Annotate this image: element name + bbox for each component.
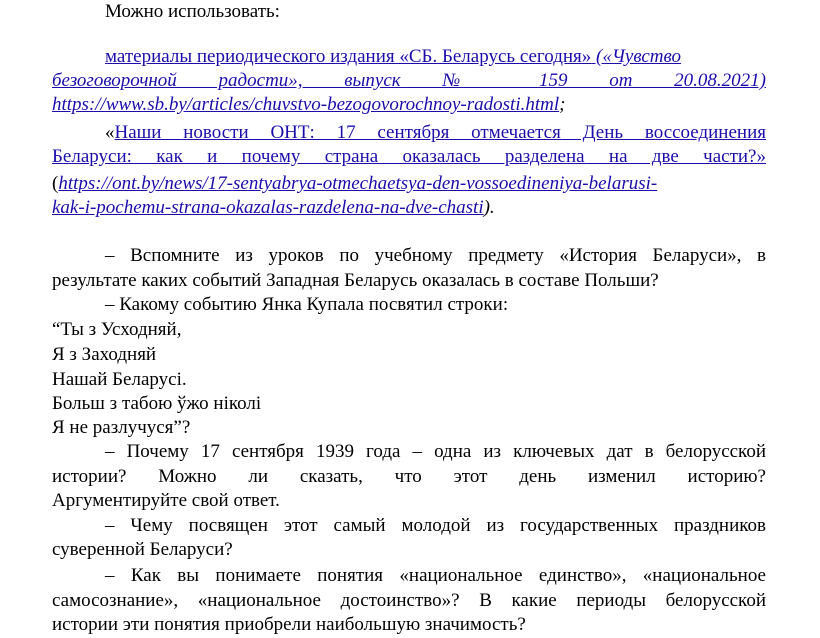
poem-line5: Я не разлучуся”? (52, 417, 191, 438)
source2-title-link[interactable]: Наши новости ОНТ: 17 сентября отмечается День воссоединения (114, 122, 766, 143)
source2-open-paren: ( (52, 173, 59, 194)
intro-line: Можно использовать: (105, 1, 280, 22)
source1-line3 (52, 93, 766, 117)
source1-line3-end: ; (559, 94, 566, 115)
question4-line1: – Чему посвящен этот самый молодой из государственных праздников (105, 515, 766, 536)
poem-line1: “Ты з Усходняй, (52, 319, 182, 340)
poem-line3: Нашай Беларусі. (52, 369, 187, 390)
source2-line4-end: ). (483, 197, 495, 218)
source2-line1 (105, 121, 766, 145)
source2-line4 (52, 196, 766, 220)
question3-line1: – Почему 17 сентября 1939 года – одна из ключевых дат в белорусской (105, 441, 766, 462)
source2-open-quote: « (105, 122, 115, 143)
question3-line3: Аргументируйте свой ответ. (52, 490, 280, 511)
source1-line2[interactable]: безоговорочной радости», выпуск № 159 от 20.08.2021) (52, 70, 766, 91)
question1-line2: результате каких событий Западная Беларусь оказалась в составе Польши? (52, 270, 659, 291)
source1-title-link[interactable]: материалы периодического издания «СБ. Беларусь сегодня» (105, 46, 592, 67)
poem-line4: Больш з табою ўжо ніколі (52, 393, 262, 414)
source1-article-title[interactable]: («Чувство (591, 46, 682, 67)
source1-url-link[interactable]: https://www.sb.by/articles/chuvstvo-bezogovorochnoy-radosti.html (52, 94, 560, 115)
question4-line2: суверенной Беларуси? (52, 539, 233, 560)
question1-line1: – Вспомните из уроков по учебному предмету «История Беларуси», в (105, 245, 766, 266)
question2-line1: – Какому событию Янка Купала посвятил строки: (105, 294, 509, 315)
question5-line2: самосознание», «национальное достоинство»? В какие периоды белорусской (52, 590, 766, 611)
source2-line3 (52, 172, 766, 196)
question5-line3: истории эти понятия приобрели наибольшую значимость? (52, 614, 526, 635)
source2-url-link-part1[interactable]: https://ont.by/news/17-sentyabrya-otmechaetsya-den-vossoedineniya-belarusi- (58, 173, 658, 194)
poem-line2: Я з Заходняй (52, 344, 157, 365)
source2-line2[interactable]: Беларуси: как и почему страна оказалась разделена на две части?» (52, 146, 766, 167)
source1-line1 (105, 45, 766, 69)
source2-url-link-part2[interactable]: kak-i-pochemu-strana-okazalas-razdelena-na-dve-chasti (52, 197, 484, 218)
question5-line1: – Как вы понимаете понятия «национальное единство», «национальное (105, 565, 766, 586)
question3-line2: истории? Можно ли сказать, что этот день изменил историю? (52, 466, 766, 487)
